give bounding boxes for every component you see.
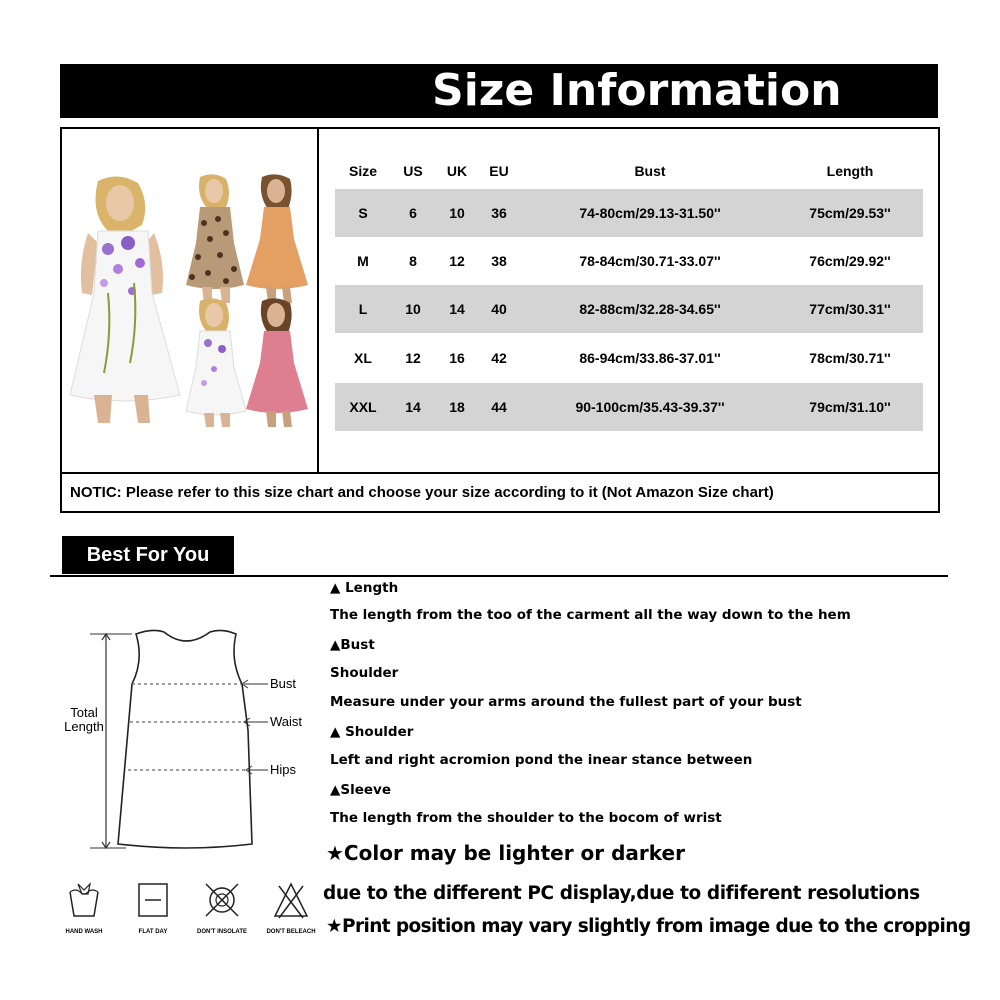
care-flat-dry xyxy=(123,880,183,935)
best-for-you-heading: Best For You xyxy=(62,536,234,574)
note-print: ★Print position may vary slightly from image due to the cropping xyxy=(326,916,971,937)
cell-size: XL xyxy=(354,350,372,366)
size-notice: NOTIC: Please refer to this size chart and choose your size according to it (Not Amazon Size chart) xyxy=(70,484,774,501)
desc-shoulder-heading: ▲ Shoulder xyxy=(330,724,414,740)
size-table-header xyxy=(335,151,923,191)
header-us: US xyxy=(403,163,423,179)
cell-bust: 90-100cm/35.43-39.37'' xyxy=(575,399,725,415)
model-leopard xyxy=(186,174,244,303)
desc-length-heading: ▲ Length xyxy=(330,580,399,596)
desc-bust-text: Measure under your arms around the fullest part of your bust xyxy=(330,694,802,710)
table-row xyxy=(335,237,923,285)
cell-length: 79cm/31.10'' xyxy=(809,399,891,415)
cell-bust: 78-84cm/30.71-33.07'' xyxy=(579,253,721,269)
cell-size: M xyxy=(357,253,369,269)
care-do-not-insulate xyxy=(192,880,252,935)
total-label: Total xyxy=(70,705,98,720)
header-bust: Bust xyxy=(634,163,666,179)
care-label: FLAT DAY xyxy=(138,929,168,935)
hand-wash-icon xyxy=(66,880,102,920)
care-hand-wash xyxy=(54,880,114,935)
flat-dry-icon xyxy=(135,880,171,920)
table-row xyxy=(335,189,923,237)
table-row xyxy=(335,334,923,382)
table-row xyxy=(335,383,923,431)
cell-us: 12 xyxy=(405,350,421,366)
desc-sleeve-text: The length from the shoulder to the bocom of wrist xyxy=(330,810,722,826)
waist-label: Waist xyxy=(270,714,303,729)
care-label: DON'T BELEACH xyxy=(266,929,316,935)
title-bar xyxy=(60,64,938,118)
desc-shoulder-word: Shoulder xyxy=(330,665,399,681)
product-photos xyxy=(68,173,312,427)
dress-outline xyxy=(118,630,252,848)
cell-uk: 14 xyxy=(449,301,465,317)
product-photo-collage xyxy=(68,173,312,427)
cell-uk: 18 xyxy=(449,399,465,415)
desc-length-text: The length from the too of the carment all the way down to the hem xyxy=(330,607,851,623)
bust-label: Bust xyxy=(270,676,297,691)
cell-eu: 40 xyxy=(491,301,507,317)
cell-length: 77cm/30.31'' xyxy=(809,301,891,317)
header-eu: EU xyxy=(489,163,509,179)
cell-length: 78cm/30.71'' xyxy=(809,350,891,366)
cell-size: XXL xyxy=(349,399,377,415)
care-label: HAND WASH xyxy=(65,929,103,935)
cell-us: 8 xyxy=(409,253,417,269)
model-white-floral-small xyxy=(186,298,246,427)
cell-length: 76cm/29.92'' xyxy=(809,253,891,269)
do-not-insulate-icon xyxy=(202,880,242,920)
cell-eu: 42 xyxy=(491,350,507,366)
care-do-not-bleach xyxy=(261,880,321,935)
section-rule xyxy=(50,575,948,577)
cell-eu: 44 xyxy=(491,399,507,415)
desc-shoulder-text: Left and right acromion pond the inear stance between xyxy=(330,752,753,768)
header-length: Length xyxy=(826,163,874,179)
cell-uk: 16 xyxy=(449,350,465,366)
desc-sleeve-heading: ▲Sleeve xyxy=(330,782,392,798)
cell-us: 10 xyxy=(405,301,421,317)
table-row xyxy=(335,285,923,333)
cell-uk: 10 xyxy=(449,205,465,221)
cell-us: 6 xyxy=(409,205,417,221)
cell-size: S xyxy=(358,205,368,221)
cell-eu: 38 xyxy=(491,253,507,269)
cell-uk: 12 xyxy=(449,253,465,269)
cell-size: L xyxy=(358,301,368,317)
model-white-floral xyxy=(70,176,180,423)
divider-horizontal xyxy=(62,472,938,474)
do-not-bleach-icon xyxy=(271,880,311,920)
cell-length: 75cm/29.53'' xyxy=(809,205,891,221)
note-display: due to the different PC display,due to dififerent resolutions xyxy=(323,883,920,904)
cell-bust: 74-80cm/29.13-31.50'' xyxy=(579,205,721,221)
desc-bust-heading: ▲Bust xyxy=(330,637,375,653)
page-title: Size Information xyxy=(432,65,842,116)
cell-bust: 82-88cm/32.28-34.65'' xyxy=(579,301,721,317)
divider-vertical xyxy=(317,129,319,474)
header-uk: UK xyxy=(446,163,468,179)
cell-eu: 36 xyxy=(491,205,507,221)
cell-bust: 86-94cm/33.86-37.01'' xyxy=(579,350,721,366)
note-color: ★Color may be lighter or darker xyxy=(326,841,685,865)
model-orange xyxy=(246,174,308,303)
total-length-label xyxy=(60,706,108,734)
dress-measurement-diagram xyxy=(56,620,326,860)
cell-us: 14 xyxy=(405,399,421,415)
care-label: DON'T INSOLATE xyxy=(197,929,247,935)
size-chart-box xyxy=(60,127,940,513)
length-label: Length xyxy=(64,719,104,734)
model-pink xyxy=(246,298,308,427)
header-size: Size xyxy=(348,163,377,179)
hips-label: Hips xyxy=(270,762,297,777)
